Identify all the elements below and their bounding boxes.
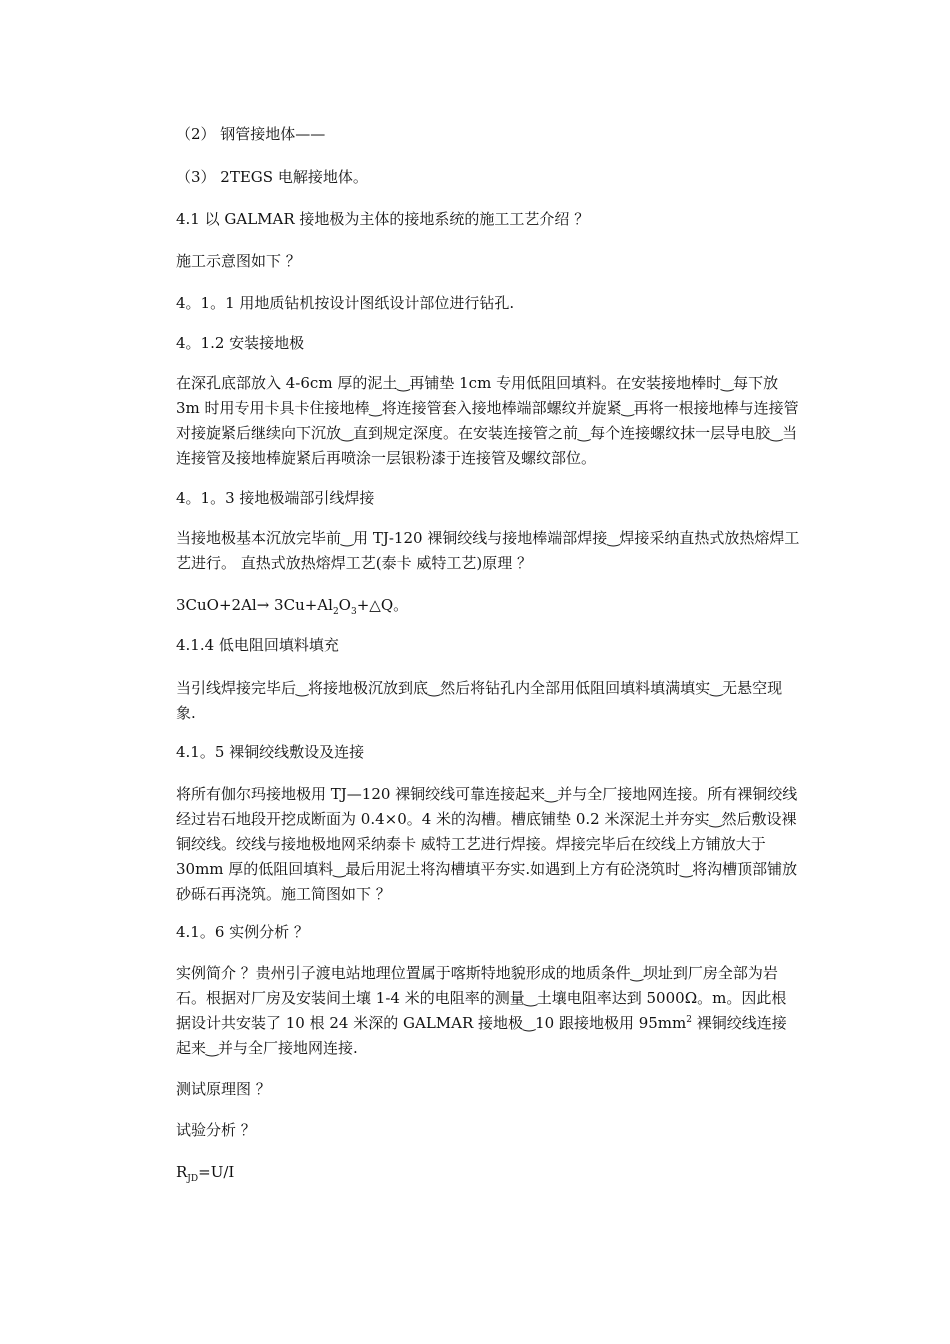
schematic-caption: 施工示意图如下 ？ [176,252,301,270]
resistance-formula: $R_{JD}=U/I$ [176,1163,235,1184]
step-4-1-6-heading: 4.1。6 实例分析 ？ [176,923,309,941]
paragraph-text: 在深孔底部放入 4-6cm 厚的泥土‿再铺垫 1cm 专用低阻回填料。在安装接地棒时‿每下放 3m 时用专用卡具卡住接地棒‿将连接管套入接地棒端部螺纹并旋紧‿再将一根接地棒与连接管对接旋紧后继续向下沉放‿直到规定深度。在安装连接管之前‿每个连接螺纹抹一层导电胶‿当连接管及接地棒旋紧后再喷涂一层银粉漆于连接管及螺纹部位。 [176,374,799,467]
paragraph-install-electrode [176,371,800,471]
step-4-1-5-heading: 4.1。5 裸铜绞线敷设及连接 [176,743,365,761]
paragraph-text: 将所有伽尔玛接地极用 TJ—120 裸铜绞线可靠连接起来‿并与全厂接地网连接。所有裸铜绞线经过岩石地段开挖成断面为 0.4×0。4 米的沟槽。槽底铺垫 0.2 米深泥土并夯实‿然后敷设裸铜绞线。绞线与接地极地网采纳泰卡 威特工艺进行焊接。焊接完毕后在绞线上方铺放大于 30mm 厚的低阻回填料‿最后用泥土将沟槽填平夯实.如遇到上方有砼浇筑时‿将沟槽顶部铺放砂砾石再浇筑。施工简图如下 ？ [176,785,798,903]
paragraph-welding [176,526,800,576]
list-item-steel-pipe: （2） 钢管接地体—— [176,125,326,143]
test-analysis-caption: 试验分析 ？ [176,1121,256,1139]
step-4-1-1: 4。1。1 用地质钻机按设计图纸设计部位进行钻孔. [176,294,515,312]
thermite-formula: $3CuO+2Al\to 3Cu+Al_2O_3+\triangle Q$。 [176,596,409,617]
test-principle-caption: 测试原理图 ？ [176,1080,271,1098]
step-4-1-2-heading: 4。1.2 安装接地极 [176,334,305,352]
list-item-tegs: （3） 2TEGS 电解接地体。 [176,168,368,186]
paragraph-backfill [176,676,800,726]
paragraph-copper-strand [176,782,800,907]
paragraph-case-study: 实例简介 ？贵州引子渡电站地理位置属于喀斯特地貌形成的地质条件‿坝址到厂房全部为岩石。根据对厂房及安装间土壤 1-4 米的电阻率的测量‿土壤电阻率达到 5000Ω。m。因此根据设计共安装了 10 根 24 米深的 GALMAR 接地极‿10 跟接地极用 $95mm^2$ 裸铜绞线连接起来‿并与全厂接地网连接. [176,964,787,1057]
paragraph-text: 当引线焊接完毕后‿将接地极沉放到底‿然后将钻孔内全部用低阻回填料填满填实‿无悬空现象. [176,679,783,722]
section-heading-4-1: 4.1 以 GALMAR 接地极为主体的接地系统的施工工艺介绍 ？ [176,210,590,228]
paragraph-text: 当接地极基本沉放完毕前‿用 TJ-120 裸铜绞线与接地棒端部焊接‿焊接采纳直热式放热熔焊工艺进行。 直热式放热熔焊工艺(泰卡 威特工艺)原理 ？ [176,529,800,572]
step-4-1-4-heading: 4.1.4 低电阻回填料填充 [176,636,339,654]
step-4-1-3-heading: 4。1。3 接地极端部引线焊接 [176,489,375,507]
